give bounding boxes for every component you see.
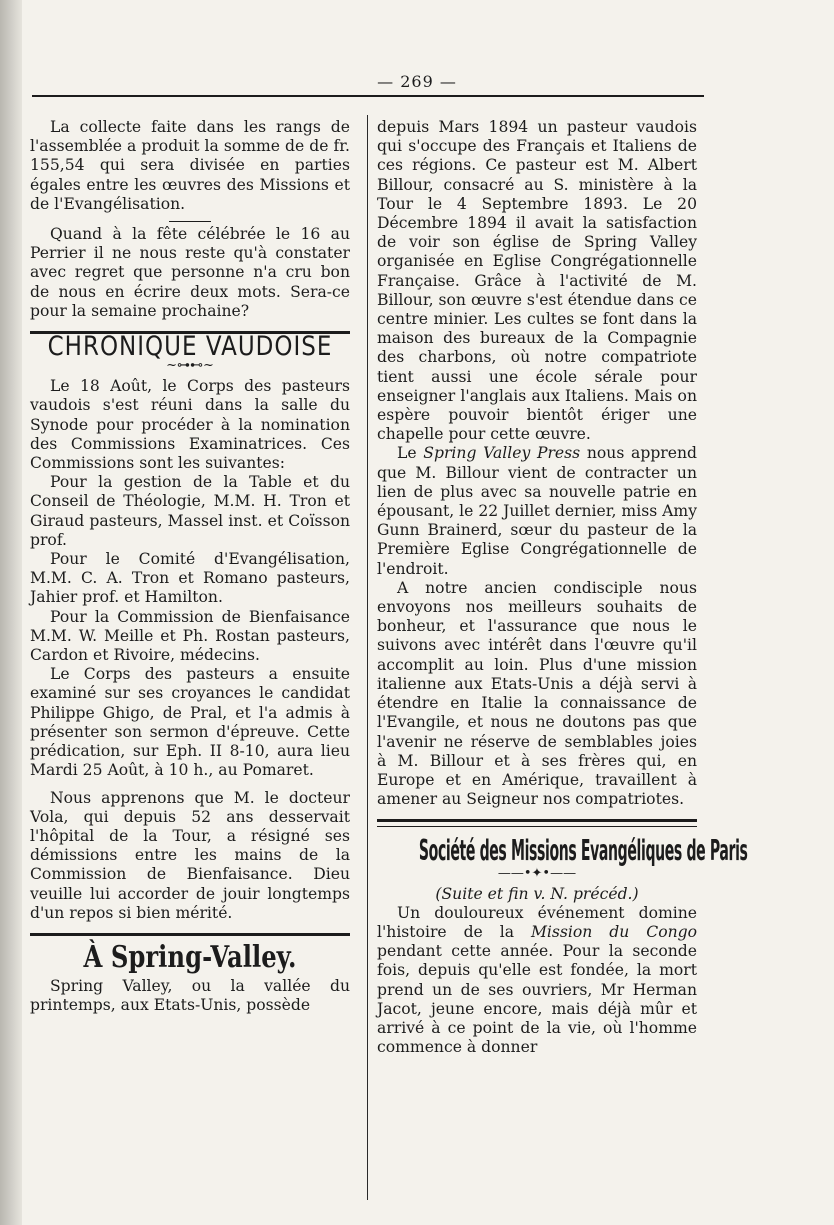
header-rule [32,95,704,97]
heavy-rule-3 [377,819,697,822]
paragraph-press [377,444,697,578]
suite-note: (Suite et fin v. N. précéd.) [435,884,639,903]
left-column [30,118,350,1016]
chronique-vaudoise-heading: CHRONIQUE VAUDOISE [47,331,333,362]
paragraph-docteur: Nous apprenons que M. le docteur Vola, qui depuis 52 ans desservait l'hôpital de la Tour, a résigné ses démissions entre les mains de la Commission de Bienfaisance. Dieu veuille lui accorder de jouir longtemps d'un repos si bien mérité. [30,788,350,922]
societe-missions-heading: Société des Missions Evangéliques de Paris [418,834,748,868]
paragraph-deuil [377,904,697,1058]
paragraph-corps-pasteurs: Le 18 Août, le Corps des pasteurs vaudois s'est réuni dans la salle du Synode pour procéder à la nomination des Commissions Examinatrices. Ces Commissions sont les suivantes: [30,377,350,473]
page-number: — 269 — [377,72,457,91]
right-column [377,118,748,1057]
section-separator [169,221,211,222]
paragraph-table: Pour la gestion de la Table et du Conseil de Théologie, M.M. H. Tron et Giraud pasteurs, Massel inst. et Coïsson prof. [30,473,350,549]
press-name: Spring Valley Press [423,444,581,463]
paragraph-fete: Quand à la fête célébrée le 16 au Perrier il ne nous reste qu'à constater avec regret que personne n'a cru bon de nous en écrire deux mots. Sera-ce pour la semaine prochaine? [30,225,350,320]
paragraph-bienfaisance: Pour la Commission de Bienfaisance M.M. W. Meille et Ph. Rostan pasteurs, Cardon et Rivoire, médecins. [30,607,350,665]
paragraph-condisciple: A notre ancien condisciple nous envoyons nos meilleurs souhaits de bonheur, et l'assurance que nous le suivons avec intérêt dans l'œuvre qu'il accomplit au loin. Plus d'une mission italienne aux Etats-Unis a déjà servi à étendre en Italie la connaissance de l'Evangile, et nous ne doutons pas que l'avenir ne réserve de semblables joies à M. Billour et à ses frères qui, en Europe et en Amérique, travaillent à amener au Seigneur nos compatriotes. [377,578,697,809]
column-divider [367,115,368,1200]
paragraph-candidat: Le Corps des pasteurs a ensuite examiné sur ses croyances le candidat Philippe Ghigo, de Pral, et l'a admis à présenter son sermon d'épreuve. Cette prédication, sur Eph. II 8-10, aura lieu Mardi 25 Août, à 10 h., au Pomaret. [30,665,350,780]
deuil-part2: pendant cette année. Pour la seconde fois, depuis qu'elle est fondée, la mort prend un de ses ouvriers, Mr Herman Jacot, jeune encore, mais déjà mûr et arrivé à ce point de la vie, où l'homme commence à donner [377,942,697,1057]
ornament-divider-2: ——•✦•—— [497,865,577,881]
press-lead: Le [397,444,424,463]
thin-rule [377,826,697,827]
paragraph-comite: Pour le Comité d'Evangélisation, M.M. C. A. Tron et Romano pasteurs, Jahier prof. et Hamilton. [30,550,350,607]
heavy-rule-2 [30,933,350,936]
paragraph-collecte: La collecte faite dans les rangs de l'assemblée a produit la somme de de fr. 155,54 qui sera divisée en parties égales entre les œuvres des Missions et de l'Evangélisation. [30,118,350,213]
deuil-part1: Un douloureux événement domine l'histoire de la [377,903,697,941]
ornament-divider: ~⊶⊷~ [166,358,214,374]
paragraph-depuis: depuis Mars 1894 un pasteur vaudois qui s'occupe des Français et Italiens de ces régions. Ce pasteur est M. Albert Billour, consacré au S. ministère à la Tour le 4 Septembre 1893. Le 20 Décembre 1894 il avait la satisfaction de voir son église de Spring Valley organisée en Eglise Congrégationnelle Française. Grâce à l'activité de M. Billour, son œuvre s'est étendue dans ce centre minier. Les cultes se font dans la maison des bureaux de la Compagnie des charbons, où notre compatriote tient aussi une école sérale pour enseigner l'anglais aux Italiens. Mais on espère pouvoir bientôt ériger une chapelle pour cette œuvre. [377,118,697,444]
mission-congo: Mission du Congo [530,922,697,941]
paragraph-spring: Spring Valley, ou la vallée du printemps, aux Etats-Unis, possède [30,977,350,1015]
press-rest: nous apprend que M. Billour vient de contracter un lien de plus avec sa nouvelle patrie en épousant, le 22 Juillet dernier, miss Amy Gunn Brainerd, sœur du pasteur de la Première Eglise Congrégationnelle de l'endroit. [377,444,698,578]
spring-valley-heading: À Spring-Valley. [83,940,297,975]
page-edge-shadow [0,0,22,1225]
